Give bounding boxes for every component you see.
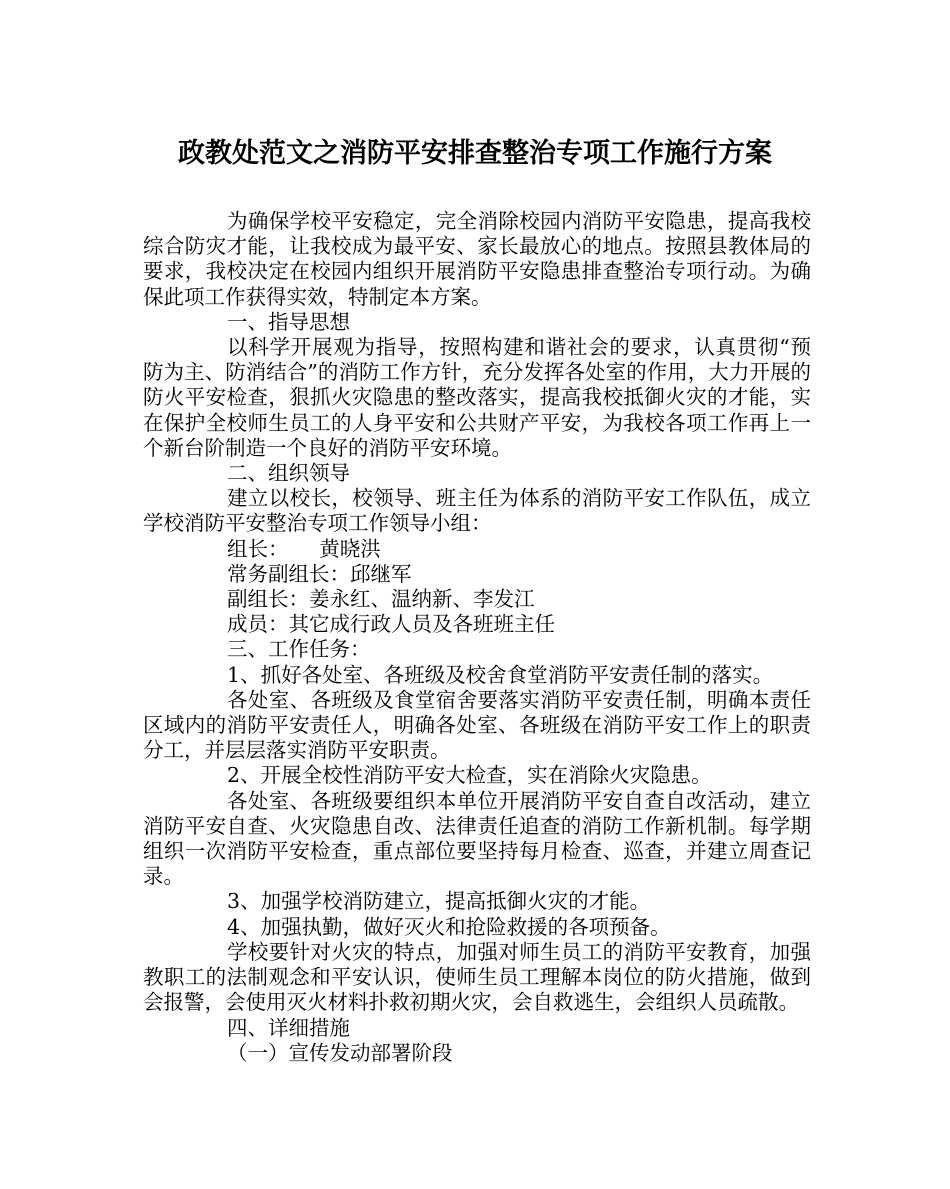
section-heading-guiding-thought: 一、指导思想 [227, 309, 351, 334]
document-body [143, 209, 811, 1066]
members-line: 成员：其它成行政人员及各班班主任 [227, 612, 556, 637]
task-2-paragraph: 各处室、各班级要组织本单位开展消防平安自查自改活动，建立消防平安自查、火灾隐患自改、法律责任追查的消防工作新机制。每学期组织一次消防平安检查，重点部位要坚持每月检查、巡查，并建立周查记录。 [143, 788, 811, 889]
measures-phase-1-heading: （一）宣传发动部署阶段 [227, 1040, 453, 1065]
task-1-heading: 1、抓好各处室、各班级及校舍食堂消防平安责任制的落实。 [227, 662, 774, 687]
task-3-heading: 3、加强学校消防建立，提高抵御火灾的才能。 [227, 889, 651, 914]
section-heading-measures: 四、详细措施 [227, 1015, 351, 1040]
section-heading-tasks: 三、工作任务： [227, 637, 371, 662]
task-1-paragraph: 各处室、各班级及食堂宿舍要落实消防平安责任制，明确本责任区域内的消防平安责任人，明确各处室、各班级在消防平安工作上的职责分工，并层层落实消防平安职责。 [143, 687, 811, 763]
organization-paragraph: 建立以校长，校领导、班主任为体系的消防平安工作队伍，成立学校消防平安整治专项工作领导小组： [143, 486, 811, 536]
section-heading-organization: 二、组织领导 [227, 461, 351, 486]
deputy-leaders-line: 副组长：姜永红、温纳新、李发江 [227, 587, 535, 612]
task-4-paragraph: 学校要针对火灾的特点，加强对师生员工的消防平安教育，加强教职工的法制观念和平安认识，使师生员工理解本岗位的防火措施，做到会报警，会使用灭火材料扑救初期火灾，会自救逃生，会组织人员疏散。 [143, 939, 811, 1015]
guiding-thought-paragraph: 以科学开展观为指导，按照构建和谐社会的要求，认真贯彻“预防为主、防消结合”的消防工作方针，充分发挥各处室的作用，大力开展的防火平安检查，狠抓火灾隐患的整改落实，提高我校抵御火灾的才能，实在保护全校师生员工的人身平安和公共财产平安，为我校各项工作再上一个新台阶制造一个良好的消防平安环境。 [143, 335, 811, 460]
executive-deputy-leader-line: 常务副组长：邱继军 [227, 561, 412, 586]
team-leader-line: 组长： 黄晓洪 [227, 536, 381, 561]
intro-paragraph: 为确保学校平安稳定，完全消除校园内消防平安隐患，提高我校综合防灾才能，让我校成为最平安、家长最放心的地点。按照县教体局的要求，我校决定在校园内组织开展消防平安隐患排查整治专项行动。为确保此项工作获得实效，特制定本方案。 [143, 209, 811, 309]
document-title: 政教处范文之消防平安排查整治专项工作施行方案 [178, 138, 772, 169]
task-4-heading: 4、加强执勤，做好灭火和抢险救援的各项预备。 [227, 914, 671, 939]
task-2-heading: 2、开展全校性消防平安大检查，实在消除火灾隐患。 [227, 763, 712, 788]
